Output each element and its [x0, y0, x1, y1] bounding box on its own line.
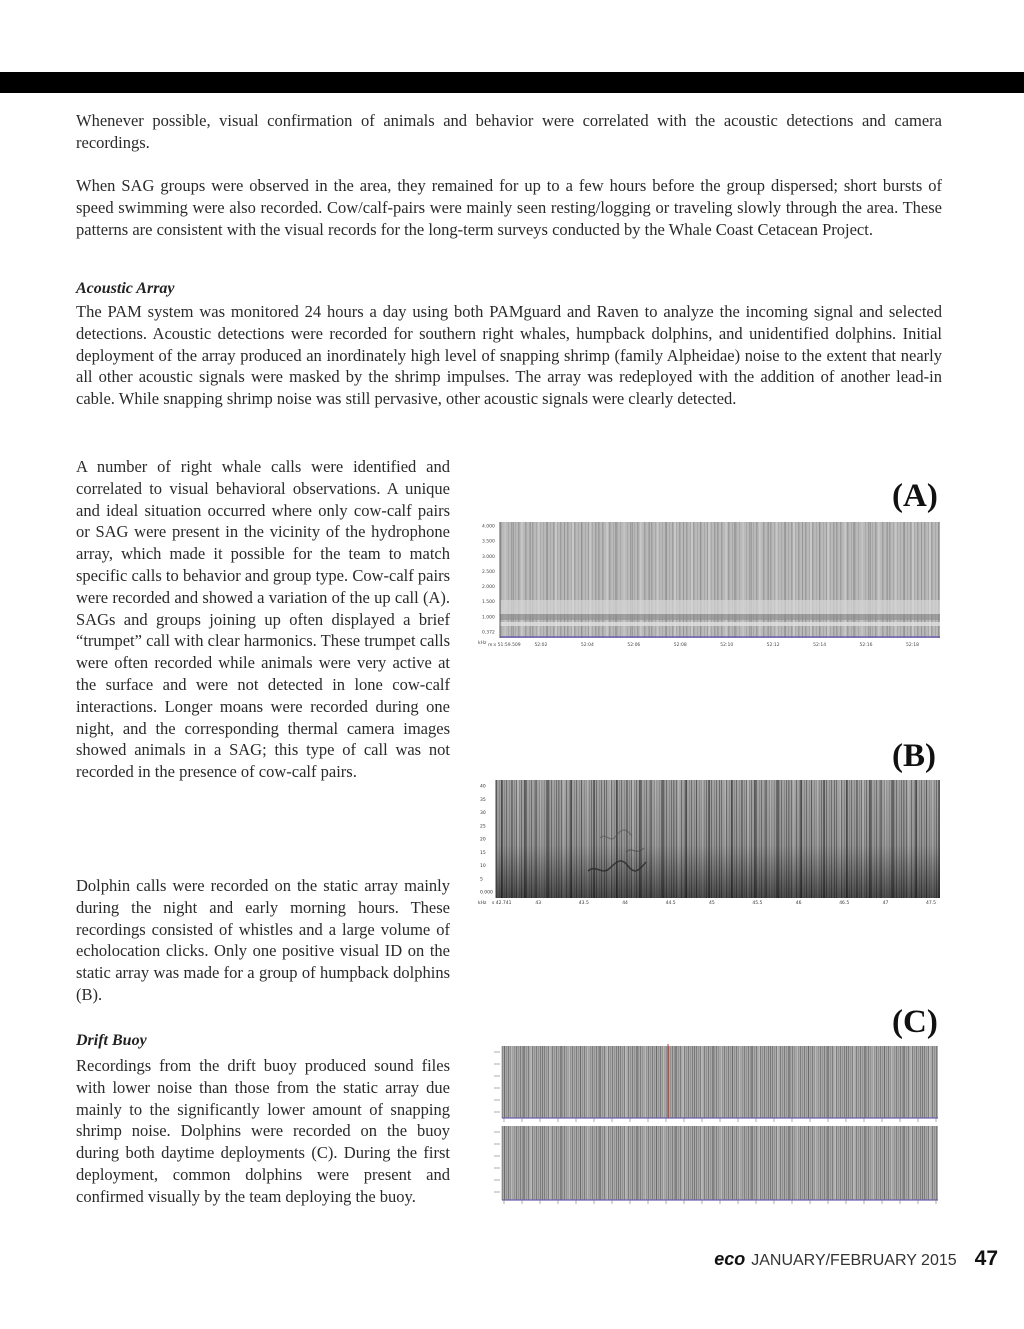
- figure-b-x-tick-label: 46.5: [839, 901, 850, 906]
- figure-a-spectrogram: [476, 518, 942, 652]
- figure-b-x-tick-label: 44.5: [665, 901, 676, 906]
- figure-a-y-tick-label: 3.500: [482, 539, 495, 545]
- figure-b-x-tick-label: s 42.741: [492, 901, 512, 906]
- figure-a-y-tick-label: 2.000: [482, 585, 495, 591]
- drift-buoy-paragraph-1: Recordings from the drift buoy produced sound files with lower noise than those from the static array due mainly to the significantly lower amount of snapping shrimp noise. Dolphins were recorded on the buoy during both daytime deployments (C). During the first deployment, common dolphins were present and confirmed visually by the team deploying the buoy.: [76, 1056, 450, 1206]
- figure-a-y-tick-label: 0.372: [482, 630, 495, 636]
- top-banner-bar: [0, 72, 1024, 93]
- figure-b-y-tick-label: 20: [480, 837, 486, 843]
- figure-a-x-tick-label: 52:14: [813, 643, 827, 648]
- figure-b-x-tick-label: 45: [709, 901, 715, 906]
- figure-a-x-tick-label: 52:10: [720, 643, 734, 648]
- figure-c-spectrogram: [480, 1042, 942, 1212]
- figure-b-x-tick-label: 47.5: [926, 901, 937, 906]
- figure-b-unit-label: kHz: [478, 901, 487, 906]
- figure-a-x-tick-label: 52:16: [859, 643, 873, 648]
- magazine-brand: eco: [714, 1249, 746, 1269]
- section-heading-acoustic-array: Acoustic Array: [76, 280, 175, 297]
- figure-a-x-tick-label: 52:04: [580, 643, 594, 648]
- figure-b-y-tick-label: 25: [480, 824, 486, 830]
- intro-paragraph-2: When SAG groups were observed in the area, they remained for up to a few hours before the group dispersed; short bursts of speed swimming were also recorded. Cow/calf-pairs were mainly seen resting/logging or traveling slowly through the area. These patterns are consistent with the visual records for the long-term surveys conducted by the Whale Coast Cetacean Project.: [76, 176, 942, 239]
- figure-c-label: (C): [892, 1004, 938, 1040]
- page-number: 47: [974, 1247, 998, 1270]
- figure-a-x-tick-label: 52:06: [627, 643, 641, 648]
- figure-b-x-tick-label: 43.5: [578, 901, 589, 906]
- figure-a-y-tick-label: 3.000: [482, 554, 495, 560]
- figure-b-x-tick-label: 47: [882, 901, 889, 906]
- issue-date: JANUARY/FEBRUARY 2015: [751, 1252, 957, 1269]
- figure-a-x-tick-label: 52:02: [534, 643, 548, 648]
- figure-b-y-tick-label: 0.000: [480, 890, 493, 896]
- figure-a-unit-label: kHz: [478, 641, 487, 646]
- figure-a-y-tick-label: 4.000: [482, 524, 495, 530]
- figure-b-y-tick-label: 35: [480, 797, 486, 803]
- figure-a-x-tick-label: 52:12: [766, 643, 780, 648]
- figure-b-x-tick-label: 44: [622, 901, 628, 906]
- figure-b-y-tick-label: 30: [480, 811, 486, 816]
- page-footer: [714, 1247, 998, 1271]
- acoustic-array-paragraph-2: A number of right whale calls were identified and correlated to visual behavioral observations. A unique and ideal situation occurred where only cow-calf pairs or SAG were present in the vicinity of the hydrophone array, which made it possible for the team to match specific calls to behavior and group type. Cow-calf pairs were recorded and showed a variation of the up call (A). SAGs and groups joining up often displayed a brief “trumpet” call with clear harmonics. These trumpet calls were often recorded while animals were very active at the surface and were not detected in lone cow-calf interactions. Longer moans were recorded during one night, and the corresponding thermal camera images showed animals in a SAG; this type of call was not recorded in the presence of cow-calf pairs.: [76, 457, 450, 782]
- figure-b-x-tick-label: 45.5: [752, 901, 763, 906]
- figure-a-x-tick-label: 52:18: [906, 643, 919, 648]
- acoustic-array-paragraph-3: Dolphin calls were recorded on the static array mainly during the night and early morning hours. These recordings consisted of whistles and a large volume of echolocation clicks. Only one positive visual ID on the static array was made for a group of humpback dolphins (B).: [76, 876, 450, 1004]
- intro-paragraph-1: Whenever possible, visual confirmation of animals and behavior were correlated with the acoustic detections and camera recordings.: [76, 111, 942, 152]
- figure-b-spectrogram: [476, 776, 942, 910]
- acoustic-array-paragraph-1: The PAM system was monitored 24 hours a day using both PAMguard and Raven to analyze the incoming signal and selected detections. Acoustic detections were recorded for southern right whales, humpback dolphins, and unidentified dolphins. Initial deployment of the array produced an inordinately high level of snapping shrimp (family Alpheidae) noise to the extent that nearly all other acoustic signals were masked by the shrimp impulses. The array was redeployed with the addition of another lead-in cable. While snapping shrimp noise was still pervasive, other acoustic signals were clearly detected.: [76, 302, 942, 409]
- figure-a-y-tick-label: 1.000: [482, 615, 495, 621]
- figure-b-x-tick-label: 46: [795, 901, 802, 906]
- figure-a-y-tick-label: 2.500: [482, 569, 495, 575]
- figure-b-y-tick-label: 5: [480, 877, 483, 883]
- section-heading-drift-buoy: Drift Buoy: [76, 1032, 147, 1049]
- figure-a-y-tick-label: 1.500: [482, 600, 495, 606]
- figure-b-y-tick-label: 15: [480, 850, 486, 856]
- figure-a-label: (A): [892, 478, 938, 514]
- figure-b-y-tick-label: 10: [480, 864, 486, 869]
- figure-b-y-tick-label: 40: [480, 784, 486, 790]
- figure-b-x-tick-label: 43: [535, 901, 542, 906]
- figure-b-label: (B): [892, 738, 936, 774]
- figure-a-x-tick-label: 52:08: [673, 643, 687, 648]
- figure-a-x-tick-label: m:s 51:59.509: [488, 643, 521, 648]
